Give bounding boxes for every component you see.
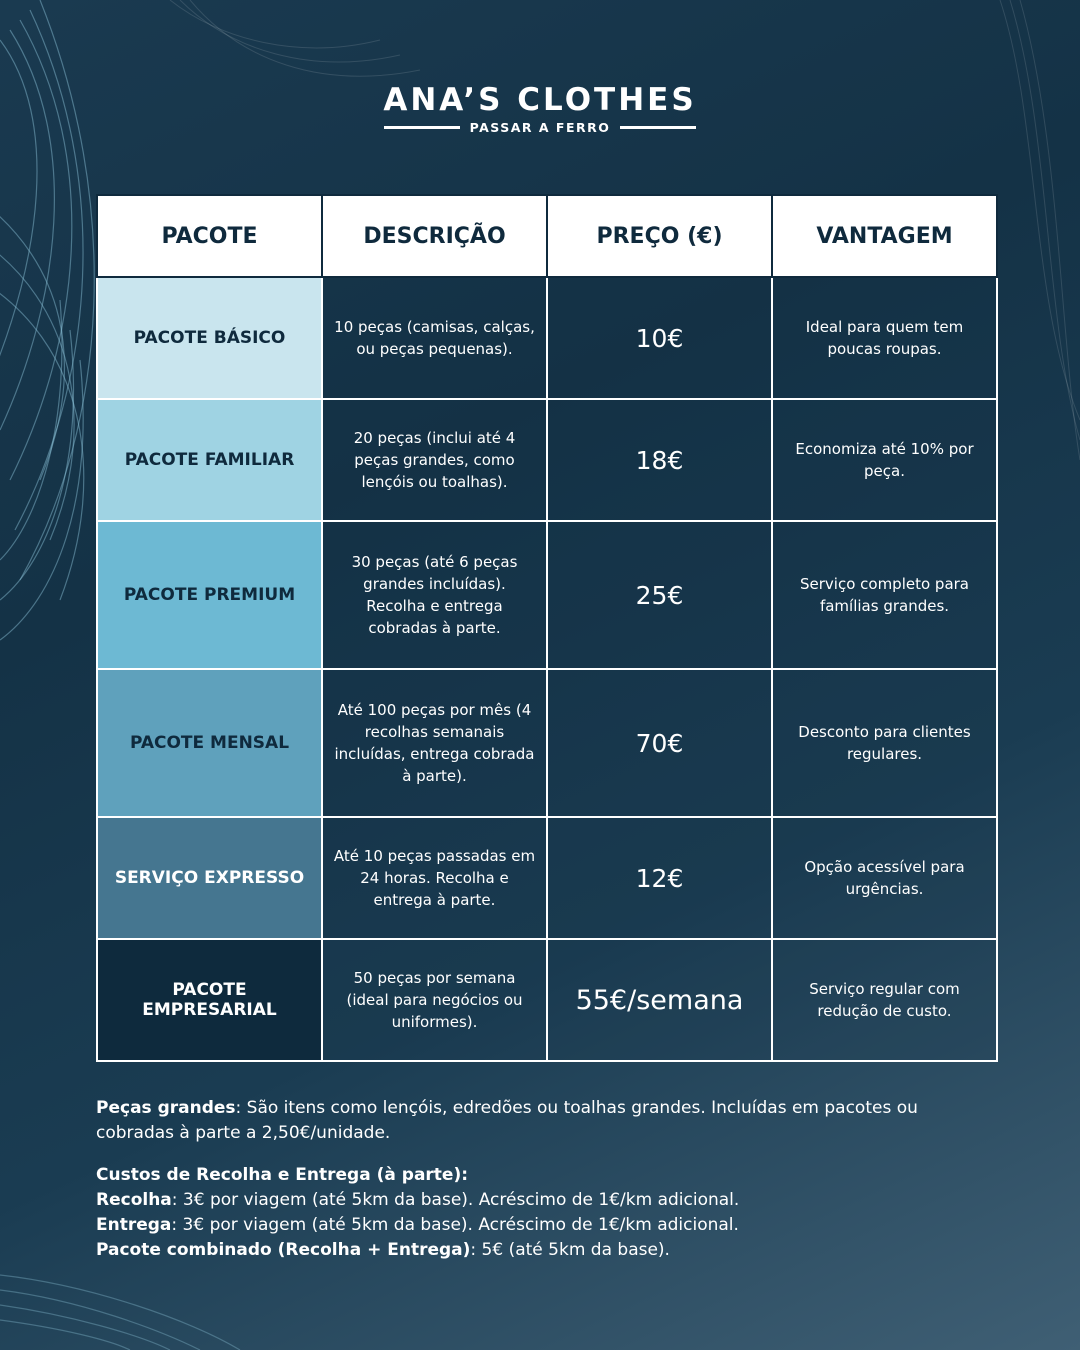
package-advantage: Opção acessível para urgências.: [772, 817, 997, 939]
costs-title: Custos de Recolha e Entrega (à parte):: [96, 1165, 469, 1185]
package-advantage: Economiza até 10% por peça.: [772, 399, 997, 521]
package-description: Até 100 peças por mês (4 recolhas semanais incluídas, entrega cobrada à parte).: [322, 669, 547, 817]
delivery-label: Entrega: [96, 1215, 172, 1235]
combo-text: : 5€ (até 5km da base).: [470, 1240, 670, 1260]
table-header-row: [97, 195, 997, 277]
package-price: 18€: [547, 399, 772, 521]
table-row: [97, 669, 997, 817]
header-vantagem: VANTAGEM: [772, 195, 997, 277]
divider-line-right: [620, 126, 696, 129]
note-large-items-label: Peças grandes: [96, 1098, 236, 1118]
table-row: [97, 277, 997, 399]
pickup-label: Recolha: [96, 1190, 172, 1210]
note-large-items: [96, 1096, 996, 1146]
table-row: [97, 521, 997, 669]
pickup-text: : 3€ por viagem (até 5km da base). Acréscimo de 1€/km adicional.: [171, 1190, 740, 1210]
package-description: 30 peças (até 6 peças grandes incluídas). Recolha e entrega cobradas à parte.: [322, 521, 547, 669]
package-advantage: Ideal para quem tem poucas roupas.: [772, 277, 997, 399]
package-price: 10€: [547, 277, 772, 399]
notes-section: [96, 1096, 996, 1263]
brand-header: [0, 80, 1080, 135]
package-price: 25€: [547, 521, 772, 669]
package-price: 12€: [547, 817, 772, 939]
header-preco: PREÇO (€): [547, 195, 772, 277]
package-advantage: Serviço completo para famílias grandes.: [772, 521, 997, 669]
table-row: [97, 399, 997, 521]
delivery-text: : 3€ por viagem (até 5km da base). Acréscimo de 1€/km adicional.: [171, 1215, 739, 1235]
package-name: PACOTE MENSAL: [97, 669, 322, 817]
package-name: SERVIÇO EXPRESSO: [97, 817, 322, 939]
package-description: Até 10 peças passadas em 24 horas. Recolha e entrega à parte.: [322, 817, 547, 939]
note-pickup: [96, 1188, 996, 1213]
brand-title: ANA’S CLOTHES: [383, 82, 697, 118]
price-table: [96, 194, 998, 1062]
package-advantage: Desconto para clientes regulares.: [772, 669, 997, 817]
package-name: PACOTE FAMILIAR: [97, 399, 322, 521]
package-name: PACOTE EMPRESARIAL: [97, 939, 322, 1061]
package-description: 10 peças (camisas, calças, ou peças pequenas).: [322, 277, 547, 399]
note-combo: [96, 1238, 996, 1263]
combo-label: Pacote combinado (Recolha + Entrega): [96, 1240, 471, 1260]
brand-subtitle-row: [0, 120, 1080, 135]
package-description: 20 peças (inclui até 4 peças grandes, como lençóis ou toalhas).: [322, 399, 547, 521]
table-row: [97, 817, 997, 939]
package-price: 70€: [547, 669, 772, 817]
header-pacote: PACOTE: [97, 195, 322, 277]
note-costs-title: [96, 1163, 996, 1188]
note-large-items-text: : São itens como lençóis, edredões ou toalhas grandes. Incluídas em pacotes ou cobradas à parte a 2,50€/unidade.: [96, 1098, 918, 1143]
table-row: [97, 939, 997, 1061]
package-price: 55€/semana: [547, 939, 772, 1061]
package-advantage: Serviço regular com redução de custo.: [772, 939, 997, 1061]
brand-subtitle: PASSAR A FERRO: [469, 120, 611, 135]
note-delivery: [96, 1213, 996, 1238]
divider-line-left: [384, 126, 460, 129]
package-name: PACOTE BÁSICO: [97, 277, 322, 399]
package-name: PACOTE PREMIUM: [97, 521, 322, 669]
header-descricao: DESCRIÇÃO: [322, 195, 547, 277]
package-description: 50 peças por semana (ideal para negócios ou uniformes).: [322, 939, 547, 1061]
